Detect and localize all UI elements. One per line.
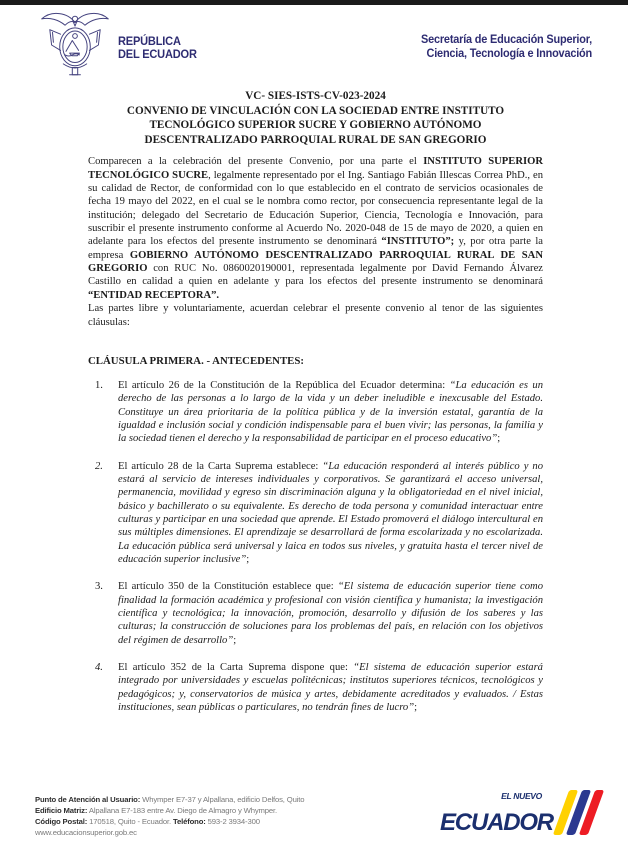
el-nuevo-ecuador-logo <box>440 788 598 838</box>
contact-line-matriz <box>35 805 304 816</box>
contact-value: 593-2 3934-300 <box>205 817 260 826</box>
agreement-code: VC- SIES-ISTS-CV-023-2024 <box>245 90 386 102</box>
contact-value: Alpallana E7-183 entre Av. Diego de Almagro y Whymper. <box>87 806 278 815</box>
list-item-number: 3. <box>95 581 103 593</box>
list-item-text: El artículo 350 de la Constitución establece que: “El sistema de educación superior tiene como finalidad la formación académica y profesional con visión científica y humanista; la investigación científica y tecnológica; la innovación, promoción, desarrollo y difusión de los saberes y las culturas; la construcción de soluciones para los problemas del país, en relación con los objetivos del régimen de desarrollo”; <box>118 581 544 646</box>
clause-heading: CLÁUSULA PRIMERA. - ANTECEDENTES: <box>88 354 304 367</box>
document-title-block <box>88 89 543 147</box>
republic-name-line2: DEL ECUADOR <box>118 47 197 61</box>
republic-name-line1: REPÚBLICA <box>118 33 181 48</box>
list-item-number: 4. <box>95 662 103 674</box>
contact-label: Edificio Matriz: <box>35 806 88 815</box>
contact-value: Whymper E7-37 y Alpallana, edificio Delfos, Quito <box>140 795 305 804</box>
logo-ecuador-text: ECUADOR <box>440 809 553 836</box>
list-item-text: El artículo 28 de la Carta Suprema establece: “La educación responderá al interés público y no estará al servicio de intereses individuales y corporativos. Se garantizará el acceso universal, permanencia, movilidad y egreso sin discriminación alguna y la obligatoriedad en el nivel inicial, básico y bachillerato o su equivalente. Es derecho de toda persona y comunidad interactuar entre culturas y participar en una sociedad que aprende. El Estado promoverá el diálogo intercultural en sus múltiples dimensiones. El aprendizaje se desarrollará de forma escolarizada y no escolarizada. La educación pública será universal y laica en todos sus niveles, y gratuita hasta el tercer nivel de educación superior inclusive”; <box>118 460 543 565</box>
agreement-title: CONVENIO DE VINCULACIÓN CON LA SOCIEDAD ENTRE INSTITUTO TECNOLÓGICO SUPERIOR SUCRE Y GOBIERNO AUTÓNOMO DESCENTRALIZADO PARROQUIAL RURAL DE SAN GREGORIO <box>126 104 505 146</box>
list-item <box>88 661 543 714</box>
contact-line-postal-phone <box>35 816 304 827</box>
contact-label: Código Postal: <box>35 817 88 826</box>
institution-name-line1: Secretaría de Educación Superior, <box>420 34 592 46</box>
list-item-text: El artículo 352 de la Carta Suprema dispone que: “El sistema de educación superior estará integrado por universidades y escuelas politécnicas; institutos superiores técnicos, tecnológicos y pedagógicos; y, conservatorios de música y artes, debidamente acreditados y evaluados. / Estas instituciones, sean públicas o particulares, no tendrán fines de lucro”; <box>118 662 543 714</box>
institution-name-line2: Ciencia, Tecnología e Innovación <box>426 48 592 60</box>
letterhead-footer <box>35 788 598 838</box>
contact-info <box>35 794 304 838</box>
republic-name <box>118 35 197 62</box>
opening-paragraph: Comparecen a la celebración del presente Convenio, por una parte el INSTITUTO SUPERIOR TECNOLÓGICO SUCRE, legalmente representado por el Ing. Santiago Fabián Illescas Correa PhD., en su calidad de Rector, de conformidad con lo que establecido en el contrato de servicios ocasionales de fecha 19 mayo del 2022, en el cual se le nombra como rector, por consecuencia representante legal de la institución; delegado del Secretario de Educación Superior, Ciencia, Tecnología e Innovación, para suscribir el presente instrumento conforme al Acuerdo No. 2020-048 de 15 de mayo de 2020, a quien en adelante para los efectos del presente instrumento se denominará “INSTITUTO”; y, por otra parte la empresa GOBIERNO AUTÓNOMO DESCENTRALIZADO PARROQUIAL RURAL DE SAN GREGORIO con RUC No. 0860020190001, representada legalmente por David Fernando Álvarez Castillo en calidad a quien en adelante y para los efectos del presente instrumento se denominará “ENTIDAD RECEPTORA”. <box>88 156 543 301</box>
website-url: www.educacionsuperior.gob.ec <box>35 828 137 837</box>
contact-line-attention <box>35 794 304 805</box>
list-item-number: 1. <box>95 379 103 391</box>
contact-value: 170518, Quito - Ecuador. <box>87 817 173 826</box>
letterhead <box>0 5 628 83</box>
list-item-number: 2. <box>95 460 103 472</box>
flag-stripes-icon <box>553 790 604 835</box>
contact-label: Teléfono: <box>173 817 206 826</box>
list-item-text: El artículo 26 de la Constitución de la República del Ecuador determina: “La educación es un derecho de las personas a lo largo de la vida y un deber ineludible e inexcusable del Estado. Constituye un área prioritaria de la política pública y de la inversión estatal, garantía de la igualdad e inclusión social y condición indispensable para el buen vivir; las personas, la familia y la sociedad tienen el derecho y la responsabilidad de participar en el proceso educativo”; <box>118 379 543 445</box>
contact-label: Punto de Atención al Usuario: <box>35 795 141 804</box>
antecedentes-list <box>88 379 543 715</box>
list-item <box>88 379 543 446</box>
institution-name <box>421 33 592 61</box>
agreement-intro-paragraph: Las partes libre y voluntariamente, acuerdan celebrar el presente convenio al tenor de las siguientes cláusulas: <box>88 303 543 328</box>
republic-brand <box>34 9 204 81</box>
list-item <box>88 580 543 647</box>
logo-el-nuevo-text: EL NUEVO <box>501 791 542 801</box>
list-item <box>88 460 543 567</box>
document-body <box>88 89 543 714</box>
ecuador-coat-of-arms-icon <box>34 9 116 81</box>
